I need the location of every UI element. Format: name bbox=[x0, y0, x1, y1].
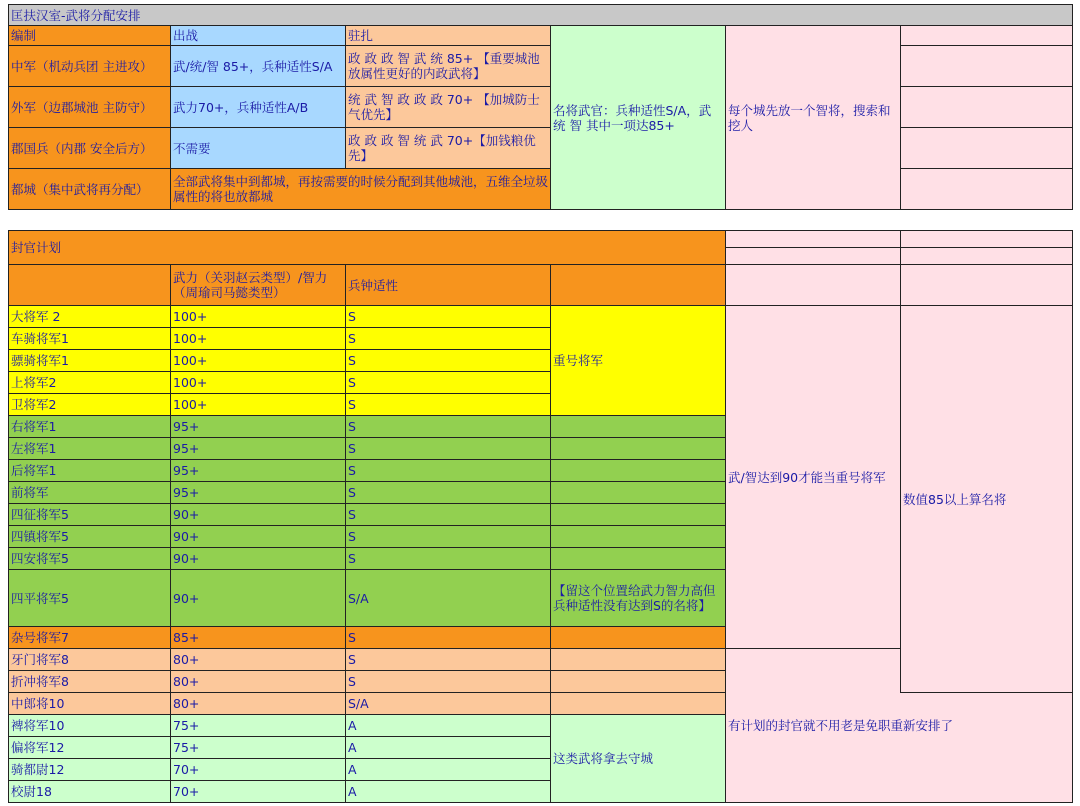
rank-name: 左将军1 bbox=[9, 438, 171, 460]
blank-cell bbox=[9, 265, 171, 306]
rank-name: 大将军 2 bbox=[9, 306, 171, 328]
rank-aptitude: S bbox=[346, 548, 551, 570]
rank-aptitude: S/A bbox=[346, 693, 551, 715]
rank-stat: 85+ bbox=[171, 627, 346, 649]
header-aptitude: 兵钟适性 bbox=[346, 265, 551, 306]
blank-cell bbox=[901, 46, 1073, 87]
unit-garrison: 统 武 智 政 政 政 70+ 【加城防士气优先】 bbox=[346, 87, 551, 128]
blank-cell bbox=[551, 265, 726, 306]
blank-cell bbox=[726, 248, 901, 265]
guard-note: 这类武将拿去守城 bbox=[551, 715, 726, 803]
rank-aptitude: S bbox=[346, 504, 551, 526]
blank-cell bbox=[901, 265, 1073, 306]
rank-stat: 95+ bbox=[171, 482, 346, 504]
blank-cell bbox=[901, 169, 1073, 210]
blank-cell bbox=[551, 438, 726, 460]
rank-name: 骠骑将军1 bbox=[9, 350, 171, 372]
blank-cell bbox=[551, 526, 726, 548]
rank-name: 四镇将军5 bbox=[9, 526, 171, 548]
rank-aptitude: S bbox=[346, 416, 551, 438]
unit-name: 中军（机动兵团 主进攻） bbox=[9, 46, 171, 87]
famous-threshold-note: 数值85以上算名将 bbox=[901, 306, 1073, 693]
rank-stat: 80+ bbox=[171, 649, 346, 671]
rank-stat: 90+ bbox=[171, 526, 346, 548]
blank-cell bbox=[901, 231, 1073, 248]
blank-cell bbox=[551, 548, 726, 570]
rank-aptitude: S bbox=[346, 394, 551, 416]
rank-aptitude: A bbox=[346, 737, 551, 759]
rank-stat: 80+ bbox=[171, 693, 346, 715]
rank-name: 车骑将军1 bbox=[9, 328, 171, 350]
rank-stat: 75+ bbox=[171, 737, 346, 759]
rank-aptitude: A bbox=[346, 781, 551, 803]
rank-name: 校尉18 bbox=[9, 781, 171, 803]
rank-stat: 90+ bbox=[171, 570, 346, 627]
header-stat: 武力（关羽赵云类型）/智力（周瑜司马懿类型） bbox=[171, 265, 346, 306]
rank-aptitude: S bbox=[346, 460, 551, 482]
rank-name: 裨将军10 bbox=[9, 715, 171, 737]
capital-note: 全部武将集中到都城，再按需要的时候分配到其他城池，五维全垃圾属性的将也放都城 bbox=[171, 169, 551, 210]
blank-cell bbox=[901, 87, 1073, 128]
rank-stat: 90+ bbox=[171, 548, 346, 570]
rank-name: 骑都尉12 bbox=[9, 759, 171, 781]
rank-name: 上将军2 bbox=[9, 372, 171, 394]
blank-cell bbox=[551, 482, 726, 504]
blank-cell bbox=[551, 416, 726, 438]
rank-name: 卫将军2 bbox=[9, 394, 171, 416]
blank-cell bbox=[551, 649, 726, 671]
rank-stat: 70+ bbox=[171, 759, 346, 781]
strategist-note: 每个城先放一个智将，搜索和挖人 bbox=[726, 26, 901, 210]
rank-name: 后将军1 bbox=[9, 460, 171, 482]
allocation-table bbox=[8, 4, 1073, 210]
blank-cell bbox=[901, 26, 1073, 46]
rank-aptitude: A bbox=[346, 715, 551, 737]
rank-name: 杂号将军7 bbox=[9, 627, 171, 649]
rank-stat: 100+ bbox=[171, 328, 346, 350]
rank-aptitude: S bbox=[346, 372, 551, 394]
rank-stat: 100+ bbox=[171, 394, 346, 416]
blank-cell bbox=[551, 460, 726, 482]
rank-name: 折冲将军8 bbox=[9, 671, 171, 693]
heavy-general-note: 重号将军 bbox=[551, 306, 726, 416]
rank-name: 中郎将10 bbox=[9, 693, 171, 715]
unit-sortie: 武/统/智 85+，兵种适性S/A bbox=[171, 46, 346, 87]
header-garrison: 驻扎 bbox=[346, 26, 551, 46]
blank-cell bbox=[901, 128, 1073, 169]
rank-stat: 95+ bbox=[171, 438, 346, 460]
rank-aptitude: A bbox=[346, 759, 551, 781]
rank-aptitude: S bbox=[346, 649, 551, 671]
rank-name: 右将军1 bbox=[9, 416, 171, 438]
rank-name: 四平将军5 bbox=[9, 570, 171, 627]
rank-stat: 95+ bbox=[171, 460, 346, 482]
header-sortie: 出战 bbox=[171, 26, 346, 46]
unit-name: 郡国兵（内郡 安全后方） bbox=[9, 128, 171, 169]
title-plan-heading: 封官计划 bbox=[9, 231, 726, 265]
rank-stat: 70+ bbox=[171, 781, 346, 803]
title-plan-table bbox=[8, 230, 1073, 803]
famous-officer-note: 名将武官：兵种适性S/A，武 统 智 其中一项达85+ bbox=[551, 26, 726, 210]
header-unit: 编制 bbox=[9, 26, 171, 46]
blank-cell bbox=[726, 265, 901, 306]
rank-stat: 95+ bbox=[171, 416, 346, 438]
rank-stat: 80+ bbox=[171, 671, 346, 693]
unit-garrison: 政 政 政 智 武 统 85+ 【重要城池放属性更好的内政武将】 bbox=[346, 46, 551, 87]
unit-name: 外军（边郡城池 主防守） bbox=[9, 87, 171, 128]
blank-cell bbox=[551, 627, 726, 649]
unit-sortie: 不需要 bbox=[171, 128, 346, 169]
rank-aptitude: S bbox=[346, 482, 551, 504]
rank-aptitude: S bbox=[346, 671, 551, 693]
rank-aptitude: S bbox=[346, 306, 551, 328]
unit-sortie: 武力70+，兵种适性A/B bbox=[171, 87, 346, 128]
blank-cell bbox=[551, 504, 726, 526]
blank-cell bbox=[901, 248, 1073, 265]
threshold-note: 武/智达到90才能当重号将军 bbox=[726, 306, 901, 649]
rank-aptitude: S bbox=[346, 350, 551, 372]
plan-note: 有计划的封官就不用老是免职重新安排了 bbox=[726, 649, 1073, 803]
rank-name: 四安将军5 bbox=[9, 548, 171, 570]
allocation-title: 匡扶汉室-武将分配安排 bbox=[9, 5, 1073, 26]
rank-name: 四征将军5 bbox=[9, 504, 171, 526]
rank-aptitude: S bbox=[346, 526, 551, 548]
blank-cell bbox=[551, 671, 726, 693]
rank-aptitude: S bbox=[346, 438, 551, 460]
blank-cell bbox=[551, 693, 726, 715]
unit-name: 都城（集中武将再分配） bbox=[9, 169, 171, 210]
rank-stat: 100+ bbox=[171, 372, 346, 394]
rank-stat: 100+ bbox=[171, 350, 346, 372]
reserve-note: 【留这个位置给武力智力高但兵种适性没有达到S的名将】 bbox=[551, 570, 726, 627]
rank-aptitude: S bbox=[346, 627, 551, 649]
rank-name: 前将军 bbox=[9, 482, 171, 504]
rank-aptitude: S/A bbox=[346, 570, 551, 627]
unit-garrison: 政 政 政 智 统 武 70+【加钱粮优先】 bbox=[346, 128, 551, 169]
rank-aptitude: S bbox=[346, 328, 551, 350]
rank-name: 偏将军12 bbox=[9, 737, 171, 759]
rank-stat: 75+ bbox=[171, 715, 346, 737]
blank-cell bbox=[726, 231, 901, 248]
rank-stat: 100+ bbox=[171, 306, 346, 328]
rank-name: 牙门将军8 bbox=[9, 649, 171, 671]
rank-stat: 90+ bbox=[171, 504, 346, 526]
